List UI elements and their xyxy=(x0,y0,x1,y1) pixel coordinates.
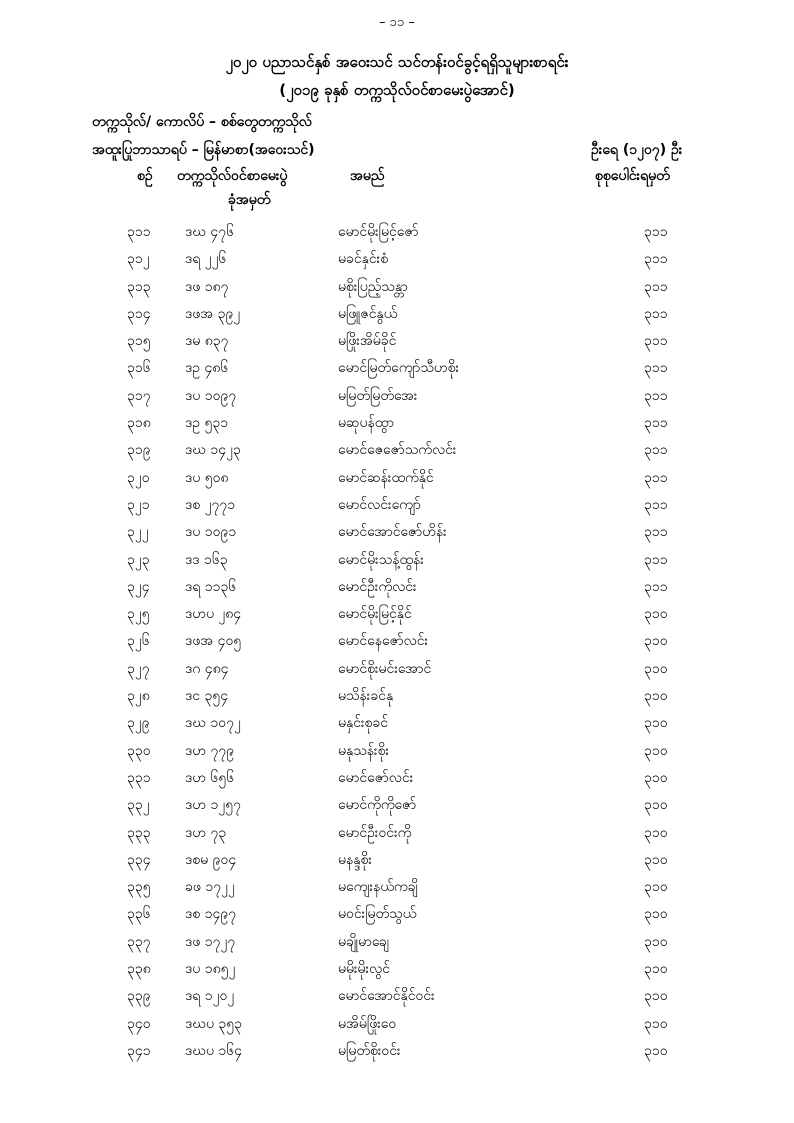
row-number: ၃၂၈ xyxy=(127,688,150,705)
roll-number: ဒဖ ၁၈၇ xyxy=(185,278,229,295)
list-row xyxy=(0,631,794,658)
list-row xyxy=(0,768,794,795)
total-score: ၃၁၁ xyxy=(644,224,668,240)
roll-number: ဒရ ၁၂၀၂ xyxy=(185,988,235,1005)
candidate-name: မောင်ဆန်းထက်နိုင် xyxy=(338,469,434,486)
list-row xyxy=(0,659,794,686)
total-score: ၃၁၁ xyxy=(644,333,668,350)
roll-number: ဒဟ ၇၇၉ xyxy=(185,742,235,759)
roll-number: ဒဖ ၁၇၂၇ xyxy=(185,933,236,950)
row-number: ၃၃၉ xyxy=(127,988,151,1005)
row-number: ၃၃၄ xyxy=(127,851,151,868)
total-score: ၃၁၀ xyxy=(644,933,668,950)
roll-number: ဒဥ ၅၃၁ xyxy=(185,415,229,432)
total-score: ၃၁၀ xyxy=(644,633,668,650)
total-score: ၃၁၀ xyxy=(644,715,668,732)
roll-number: ဒင ၃၅၄ xyxy=(185,688,229,705)
page-number: – ၁၁ – xyxy=(379,15,415,30)
document-subtitle: (၂၀၁၉ ခုနှစ် တက္ကသိုလ်ဝင်စာမေးပွဲအောင်) xyxy=(279,81,515,99)
roll-number: ဒဒ ၁၆၃ xyxy=(185,551,228,568)
roll-number: ခဖ ၁၇၂၂ xyxy=(185,879,235,896)
total-score: ၃၁၀ xyxy=(644,742,668,759)
row-number: ၃၂၄ xyxy=(127,578,150,595)
row-number: ၃၁၃ xyxy=(127,278,151,295)
list-row xyxy=(0,686,794,713)
candidate-name: မခင်နှင်းစံ xyxy=(338,251,389,268)
roll-number: ဒဃ ၁၀၇၂ xyxy=(185,715,241,732)
roll-number: ဒစ ၂၇၇၁ xyxy=(185,496,236,513)
row-number: ၃၃၅ xyxy=(127,879,151,896)
total-score: ၃၁၁ xyxy=(644,578,668,595)
row-number: ၃၃၂ xyxy=(127,797,150,814)
roll-number: ဒဃ ၄၇၆ xyxy=(185,224,235,240)
row-number: ၃၁၁ xyxy=(127,224,151,240)
total-score: ၃၁၁ xyxy=(644,278,668,295)
column-header-name: အမည် xyxy=(350,168,385,184)
candidate-name: မဖြိုးအိမ်ခိုင် xyxy=(338,333,397,350)
list-row xyxy=(0,522,794,549)
total-score: ၃၁၁ xyxy=(644,496,668,513)
roll-number: ဒဂ ၄၈၄ xyxy=(185,660,229,677)
row-number: ၃၃၀ xyxy=(127,742,151,759)
roll-number: ဒဥ ၄၈၆ xyxy=(185,360,229,377)
list-row xyxy=(0,413,794,440)
candidate-name: မောင်နေဇော်လင်း xyxy=(338,633,429,650)
roll-number: ဒဃ ၁၄၂၃ xyxy=(185,442,241,459)
list-row xyxy=(0,304,794,331)
roll-number: ဒရ ၂၂၆ xyxy=(185,251,227,268)
roll-number: ဒပ ၅၀၈ xyxy=(185,469,229,486)
list-row xyxy=(0,495,794,522)
candidate-name: မောင်ဇေဇော်သက်လင်း xyxy=(338,442,457,459)
total-score: ၃၁၀ xyxy=(644,824,668,841)
admitted-count: ဦးရေ (၁၂၀၇) ဦး xyxy=(591,142,683,158)
total-score: ၃၁၀ xyxy=(644,1042,668,1059)
row-number: ၃၁၄ xyxy=(127,305,151,322)
candidate-name: မနုသန်းစိုး xyxy=(338,742,389,759)
row-number: ၃၂၅ xyxy=(127,606,150,623)
candidate-name: မချိုမာချေ xyxy=(338,933,389,950)
row-number: ၃၂၇ xyxy=(127,660,150,677)
list-row xyxy=(0,741,794,768)
row-number: ၃၁၆ xyxy=(127,360,151,377)
total-score: ၃၁၀ xyxy=(644,879,668,896)
candidate-name: မောင်မိုးမြင့်ဇော် xyxy=(338,224,419,240)
total-score: ၃၁၀ xyxy=(644,797,668,814)
column-header-no: စဉ် xyxy=(137,168,153,184)
row-number: ၃၄၀ xyxy=(127,1015,151,1032)
list-row xyxy=(0,468,794,495)
list-row xyxy=(0,713,794,740)
total-score: ၃၁၁ xyxy=(644,442,668,459)
candidate-name: မောင်မြတ်ကျော်သီဟစိုး xyxy=(338,360,460,377)
total-score: ၃၁၁ xyxy=(644,305,668,322)
roll-number: ဒရ ၁၁၃၆ xyxy=(185,578,237,595)
candidate-name: မသိန်းခင်နု xyxy=(338,688,394,705)
total-score: ၃၁၁ xyxy=(644,524,668,541)
total-score: ၃၁၁ xyxy=(644,360,668,377)
row-number: ၃၃၃ xyxy=(127,824,151,841)
candidate-name: မစိုးပြည့်သန္တာ xyxy=(338,278,408,295)
list-row xyxy=(0,550,794,577)
row-number: ၃၃၁ xyxy=(127,769,151,786)
roll-number: ဒဟ ၇၃ xyxy=(185,824,227,841)
roll-number: ဒဖအ ၃၉၂ xyxy=(185,305,241,322)
total-score: ၃၁၀ xyxy=(644,1015,668,1032)
list-row xyxy=(0,358,794,385)
roll-number: ဒဟ ၁၂၅၇ xyxy=(185,797,241,814)
row-number: ၃၁၈ xyxy=(127,415,151,432)
roll-number: ဒပ ၁၀၉၁ xyxy=(185,524,237,541)
list-row xyxy=(0,1014,794,1041)
candidate-name: မနန္ဒစိုး xyxy=(338,851,372,868)
candidate-name: မမြတ်စိုးဝင်း xyxy=(338,1042,401,1059)
subject-label: အထူးပြုဘာသာရပ် – မြန်မာစာ(အဝေးသင်) xyxy=(92,142,315,158)
candidate-name: မမြတ်မြတ်အေး xyxy=(338,387,418,404)
document-title: ၂၀၂၀ ပညာသင်နှစ် အဝေးသင် သင်တန်းဝင်ခွင့်ရရှိသူများစာရင်း xyxy=(225,53,569,71)
row-number: ၃၁၂ xyxy=(127,251,150,268)
candidate-name: မနှင်းစုခင် xyxy=(338,715,389,732)
list-row xyxy=(0,932,794,959)
candidate-name: မောင်ဇော်လင်း xyxy=(338,769,414,786)
list-row xyxy=(0,604,794,631)
candidate-name: မောင်ဦးဝင်းကို xyxy=(338,824,412,841)
list-row xyxy=(0,440,794,467)
roll-number: ဒဟ ၆၅၆ xyxy=(185,769,235,786)
row-number: ၃၃၈ xyxy=(127,961,151,978)
list-row xyxy=(0,386,794,413)
row-number: ၃၃၆ xyxy=(127,906,151,923)
candidate-name: မအိမ်ဖြိုးဝေ xyxy=(338,1015,397,1032)
roll-number: ဒဃပ ၃၅၃ xyxy=(185,1015,243,1032)
total-score: ၃၁၁ xyxy=(644,251,668,268)
list-row xyxy=(0,249,794,276)
total-score: ၃၁၁ xyxy=(644,387,668,404)
candidate-name: မောင်စိုးမင်းအောင် xyxy=(338,660,432,677)
row-number: ၃၂၉ xyxy=(127,715,150,732)
total-score: ၃၁၀ xyxy=(644,961,668,978)
total-score: ၃၁၀ xyxy=(644,606,668,623)
row-number: ၃၁၅ xyxy=(127,333,151,350)
candidate-name: မောင်ဦးကိုလင်း xyxy=(338,578,417,595)
list-row xyxy=(0,577,794,604)
department-label: တက္ကသိုလ်/ ကောလိပ် – စစ်တွေတက္ကသိုလ် xyxy=(92,114,312,130)
total-score: ၃၁၀ xyxy=(644,906,668,923)
results-list xyxy=(0,222,794,1068)
roll-number: ဒစ ၁၄၉၇ xyxy=(185,906,237,923)
list-row xyxy=(0,222,794,249)
list-row xyxy=(0,904,794,931)
total-score: ၃၁၀ xyxy=(644,988,668,1005)
candidate-name: မောင်လင်းကျော် xyxy=(338,496,421,513)
row-number: ၃၄၁ xyxy=(127,1042,151,1059)
list-row xyxy=(0,331,794,358)
list-row xyxy=(0,823,794,850)
candidate-name: မောင်အောင်နိုင်ဝင်း xyxy=(338,988,435,1005)
list-row xyxy=(0,986,794,1013)
total-score: ၃၁၀ xyxy=(644,660,668,677)
total-score: ၃၁၁ xyxy=(644,551,668,568)
row-number: ၃၁၇ xyxy=(127,387,151,404)
list-row xyxy=(0,277,794,304)
row-number: ၃၂၃ xyxy=(127,551,150,568)
list-row xyxy=(0,795,794,822)
candidate-name: မဆုပန်ထွာ xyxy=(338,415,395,432)
roll-number: ဒပ ၁၀၉၇ xyxy=(185,387,237,404)
list-row xyxy=(0,1041,794,1068)
candidate-name: မဖြူဇင်နွယ် xyxy=(338,305,398,322)
row-number: ၃၂၆ xyxy=(127,633,150,650)
total-score: ၃၁၀ xyxy=(644,688,668,705)
roll-number: ဒပ ၁၈၅၂ xyxy=(185,961,236,978)
list-row xyxy=(0,877,794,904)
candidate-name: မမိုးမိုးလွင် xyxy=(338,961,390,978)
row-number: ၃၂၀ xyxy=(127,469,150,486)
row-number: ၃၃၇ xyxy=(127,933,151,950)
candidate-name: မောင်မိုးသန့်ထွန်း xyxy=(338,551,424,568)
candidate-name: မောင်မိုးမြင့်နိုင် xyxy=(338,606,412,623)
total-score: ၃၁၁ xyxy=(644,415,668,432)
candidate-name: မောင်အောင်ဇော်ဟိန်း xyxy=(338,524,447,541)
row-number: ၃၂၂ xyxy=(127,524,149,541)
roll-number: ဒဖအ ၄၀၅ xyxy=(185,633,242,650)
roll-number: ဒဟပ ၂၈၄ xyxy=(185,606,242,623)
column-header-roll-line-2: ခုံအမှတ် xyxy=(228,192,271,208)
row-number: ၃၁၉ xyxy=(127,442,151,459)
candidate-name: မဝင်းမြတ်သွယ် xyxy=(338,906,417,923)
total-score: ၃၁၁ xyxy=(644,469,668,486)
roll-number: ဒစမ ၉၀၄ xyxy=(185,851,237,868)
list-row xyxy=(0,959,794,986)
list-row xyxy=(0,850,794,877)
row-number: ၃၂၁ xyxy=(127,496,150,513)
column-header-roll: တက္ကသိုလ်ဝင်စာမေးပွဲ xyxy=(177,168,288,184)
total-score: ၃၁၀ xyxy=(644,769,668,786)
candidate-name: မောင်ကိုကိုဇော် xyxy=(338,797,417,814)
candidate-name: မကျေးနယ်ကချိ xyxy=(338,879,418,896)
total-score: ၃၁၀ xyxy=(644,851,668,868)
roll-number: ဒဃပ ၁၆၄ xyxy=(185,1042,243,1059)
roll-number: ဒမ ၈၃၇ xyxy=(185,333,229,350)
column-header-score: စုစုပေါင်းရမှတ် xyxy=(595,168,670,184)
